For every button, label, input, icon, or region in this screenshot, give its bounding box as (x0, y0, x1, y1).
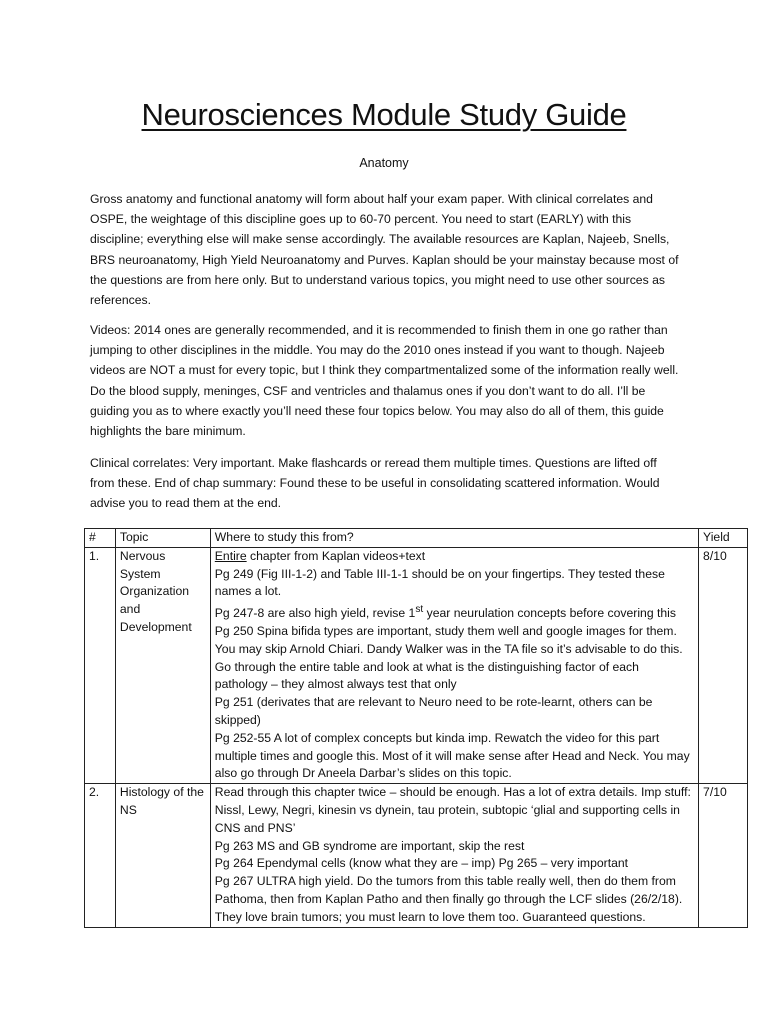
where-line: Pg 249 (Fig III-1-2) and Table III-1-1 should be on your fingertips. They tested these names a lot. (214, 566, 665, 599)
header-yield: Yield (699, 529, 748, 548)
intro-paragraph: Gross anatomy and functional anatomy will form about half your exam paper. With clinical correlates and OSPE, the weightage of this discipline goes up to 60-70 percent. You need to start (EARLY) with this discipline; everything else will make sense accordingly. The available resources are Kaplan, Najeeb, Snells, BRS neuroanatomy, High Yield Neuroanatomy and Purves. Kaplan should be your mainstay because most of the questions are from here only. But to understand various topics, you might need to use other sources as references. (90, 192, 679, 308)
table-header-row (85, 529, 748, 548)
where-line: Read through this chapter twice – should be enough. Has a lot of extra details. Imp stuff: Nissl, Lewy, Negri, kinesin vs dynein, tau protein, subtopic ‘glial and supporting cells in CNS and PNS’ (214, 785, 691, 835)
table-row (85, 547, 748, 783)
row-where (210, 784, 698, 927)
row-number: 1. (85, 547, 116, 783)
superscript: st (415, 604, 424, 616)
where-line: Pg 263 MS and GB syndrome are important, skip the rest (214, 838, 525, 853)
section-heading: Anatomy (359, 156, 409, 170)
row-where (210, 547, 698, 783)
where-line: Pg 264 Ependymal cells (know what they are – imp) Pg 265 – very important (214, 856, 629, 871)
page-title: Neurosciences Module Study Guide (141, 97, 627, 132)
where-text: chapter from Kaplan videos+text (246, 548, 426, 563)
header-topic: Topic (115, 529, 210, 548)
where-line: Pg 250 Spina bifida types are important, study them well and google images for them. You may skip Arnold Chiari. Dandy Walker was in the TA file so it’s advisable to do this. Go through the entire table and look at what is the distinguishing factor of each pathology – they almost always test that only (214, 624, 683, 692)
row-topic: Histology of the NS (115, 784, 210, 927)
row-yield: 7/10 (699, 784, 748, 927)
row-yield: 8/10 (699, 547, 748, 783)
header-number: # (85, 529, 116, 548)
where-line: Pg 267 ULTRA high yield. Do the tumors from this table really well, then do them from Pathoma, then from Kaplan Patho and then finally go through the LCF slides (26/2/18). They love brain tumors; you must learn to love them too. Guaranteed questions. (214, 874, 683, 924)
row-topic: Nervous System Organization and Development (115, 547, 210, 783)
where-text: year neurulation concepts before covering this (423, 606, 676, 621)
study-guide-table (84, 528, 748, 928)
videos-paragraph: Videos: 2014 ones are generally recommended, and it is recommended to finish them in one go rather than jumping to other disciplines in the middle. You may do the 2010 ones instead if you want to though. Najeeb videos are NOT a must for every topic, but I think they compartmentalized some of the information really well. Do the blood supply, meninges, CSF and ventricles and thalamus ones if you don’t want to do all. I’ll be guiding you as to where exactly you’ll need these four topics below. You may also do all of them, this guide highlights the bare minimum. (90, 323, 679, 439)
header-where: Where to study this from? (210, 529, 698, 548)
table-row (85, 784, 748, 927)
where-line: Pg 252-55 A lot of complex concepts but kinda imp. Rewatch the video for this part multiple times and google this. Most of it will make sense after Head and Neck. You may also go through Dr Aneela Darbar’s slides on this topic. (214, 730, 690, 781)
row-number: 2. (85, 784, 116, 927)
where-text: Pg 247-8 are also high yield, revise 1 (214, 606, 416, 621)
where-line: Pg 251 (derivates that are relevant to Neuro need to be rote-learnt, others can be skipped) (214, 695, 653, 728)
clinical-correlates-paragraph: Clinical correlates: Very important. Make flashcards or reread them multiple times. Questions are lifted off from these. End of chap summary: Found these to be useful in consolidating scattered information. Would advise you to read them at the end. (90, 456, 660, 511)
entire-underlined: Entire (214, 548, 247, 563)
where-line (215, 601, 694, 623)
where-line (215, 548, 694, 566)
